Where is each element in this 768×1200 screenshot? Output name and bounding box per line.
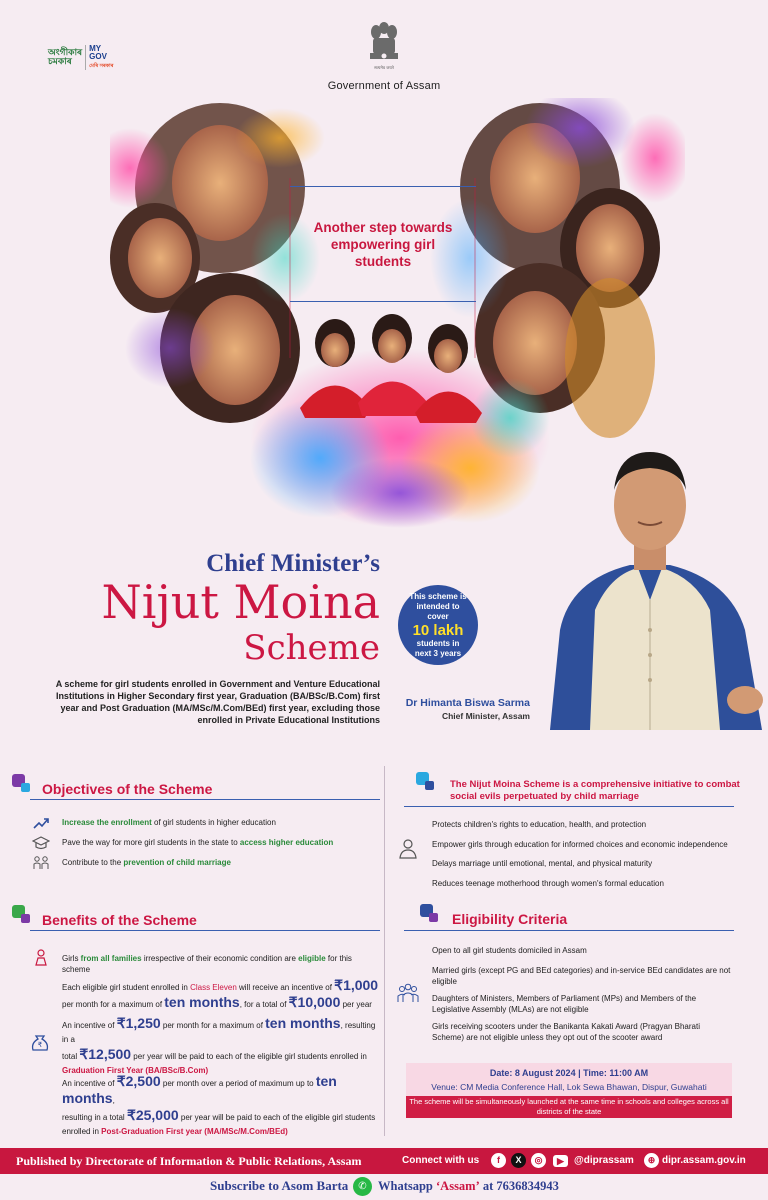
whatsapp-icon[interactable]: ✆ — [353, 1177, 372, 1196]
benefits-section-icon — [12, 905, 32, 925]
initiative-item-4: Reduces teenage motherhood through women's formal education — [432, 879, 664, 888]
money-bag-icon — [28, 1030, 52, 1054]
tagline-text: Another step towards empowering girl students — [313, 219, 453, 269]
title-scheme: Scheme — [243, 628, 380, 668]
youtube-icon[interactable]: ▶ — [553, 1155, 568, 1167]
benefits-underline — [30, 930, 380, 931]
benefit-1-c: irrespective of their economic condition are — [141, 954, 299, 963]
objective-item-3 — [62, 857, 372, 868]
logo-text-1: অংগীকাৰ — [48, 47, 83, 57]
initiative-underline — [404, 806, 734, 807]
benefit-3-d: ten months — [265, 1015, 341, 1031]
subscribe-brand: Asom Barta — [281, 1178, 349, 1193]
benefit-item-4 — [62, 1074, 380, 1139]
benefit-2-c: will receive an incentive of — [236, 983, 335, 992]
eligibility-item-4: Girls receiving scooters under the Banikanta Kakati Award (Pragyan Bharati Scheme) are not eligible unless they opt out of the scooter award — [432, 1022, 700, 1042]
objective-1-highlight: Increase the enrollment — [62, 818, 152, 827]
benefit-4-amount: ₹2,500 — [116, 1073, 161, 1089]
x-twitter-icon[interactable]: X — [511, 1153, 526, 1168]
benefit-3-f: total — [62, 1052, 80, 1061]
graduation-cap-icon — [32, 834, 50, 852]
mygov-text: MY GOV — [89, 43, 107, 61]
initiative-item-3: Delays marriage until emotional, mental, and physical maturity — [432, 859, 653, 868]
ankikar-mygov-logo — [48, 43, 120, 69]
trend-up-icon — [32, 814, 50, 832]
objective-3-highlight: prevention of child marriage — [123, 858, 231, 867]
benefit-2-amount: ₹1,000 — [334, 977, 379, 993]
objectives-section-icon — [12, 774, 32, 794]
benefit-4-d: ten months — [62, 1073, 337, 1106]
benefit-4-h: per year will be paid to each of the eligible girl students — [178, 1113, 376, 1122]
benefit-3-course: Graduation First Year (BA/BSc/B.Com) — [62, 1066, 209, 1075]
title-nijut-moina: Nijut Moina — [101, 575, 380, 629]
benefit-4-a: An incentive of — [62, 1079, 117, 1088]
eligibility-item-1: Open to all girl students domiciled in Assam — [432, 946, 587, 955]
badge-big: 10 lakh — [412, 621, 464, 639]
column-divider — [384, 766, 385, 1136]
benefit-1-b: from all families — [80, 954, 142, 963]
benefit-3-a: An incentive of — [62, 1021, 117, 1030]
emblem-motto: सत्यमेव जयते — [374, 65, 394, 70]
benefit-2-f: ten months — [164, 994, 240, 1010]
benefit-4-e: , — [112, 1096, 115, 1105]
eligibility-item-3: Daughters of Ministers, Members of Parliament (MPs) and Members of the Legislative Assembly (MLAs) are not eligible — [432, 994, 697, 1014]
cm-name: Dr Himanta Biswa Sarma — [405, 697, 530, 709]
published-by: Published by Directorate of Information & Public Relations, Assam — [16, 1154, 362, 1168]
connect-label: Connect with us — [402, 1155, 480, 1166]
benefit-3-c: per month for a maximum of — [160, 1021, 266, 1030]
benefit-4-i: enrolled in — [62, 1127, 102, 1136]
whatsapp-keyword: ‘Assam’ — [436, 1179, 480, 1193]
benefits-heading: Benefits of the Scheme — [42, 912, 197, 928]
whatsapp-text — [378, 1179, 559, 1194]
subscribe-text — [210, 1178, 348, 1194]
benefit-2-total: ₹10,000 — [288, 994, 341, 1010]
benefit-4-course: Post-Graduation First year (MA/MSc/M.Com/BEd) — [101, 1127, 288, 1136]
badge-line1: This scheme is intended to cover — [409, 591, 467, 621]
globe-icon: ⊕ — [644, 1153, 659, 1168]
benefit-2-b: Class Eleven — [190, 983, 237, 992]
event-note: The scheme will be simultaneously launched at the same time in schools and colleges across all districts of the state — [406, 1096, 732, 1118]
benefit-1-e: for this scheme — [62, 954, 352, 974]
benefit-4-c: per month over a period of maximum up to — [160, 1079, 316, 1088]
group-people-icon — [396, 982, 420, 1004]
initiative-item-2: Empower girls through education for informed choices and economic independence — [432, 840, 728, 849]
benefit-item-2 — [62, 978, 380, 1012]
logo-text-2: চমকাৰ — [48, 56, 72, 66]
cm-role: Chief Minister, Assam — [441, 711, 530, 721]
benefit-item-1 — [62, 953, 380, 975]
coverage-badge — [398, 585, 478, 665]
benefit-2-i: per year — [340, 1000, 372, 1009]
benefit-1-d: eligible — [298, 954, 326, 963]
benefit-2-g: , for a total of — [239, 1000, 289, 1009]
eligibility-heading: Eligibility Criteria — [452, 911, 568, 927]
objective-2-text: Pave the way for more girl students in the state to — [62, 838, 240, 847]
objective-2-highlight: access higher education — [239, 838, 334, 847]
social-handle[interactable]: @diprassam — [574, 1155, 634, 1166]
benefit-3-e: , resulting in a — [62, 1021, 376, 1044]
initiative-item-1: Protects children's rights to education, health, and protection — [432, 820, 647, 829]
benefit-1-a: Girls — [62, 954, 81, 963]
objective-item-2 — [62, 837, 372, 848]
benefit-2-e: per month for a maximum of — [62, 1000, 165, 1009]
government-title: Government of Assam — [327, 80, 441, 92]
svg-text:₹: ₹ — [37, 1041, 43, 1049]
girl-student-icon — [32, 948, 50, 966]
website-link[interactable]: dipr.assam.gov.in — [662, 1155, 746, 1166]
objectives-heading: Objectives of the Scheme — [42, 781, 213, 797]
instagram-icon[interactable]: ◎ — [531, 1153, 546, 1168]
benefit-4-f: resulting in a total — [62, 1113, 127, 1122]
eligibility-underline — [404, 930, 734, 931]
eligibility-item-2: Married girls (except PG and BEd categories) and in-service BEd candidates are not eligible — [432, 966, 731, 986]
chief-minister-photo — [530, 430, 768, 730]
benefit-3-h: per year will be paid to each of the eligible girl students enrolled in — [131, 1052, 367, 1061]
event-datetime: Date: 8 August 2024 | Time: 11:00 AM — [489, 1068, 649, 1078]
objective-item-1 — [62, 817, 372, 828]
scheme-description: A scheme for girl students enrolled in Government and Venture Educational Institutions in Higher Secondary first year, Graduation (BA/BSc/B.Com) first year and Post Graduation (MA/MSc/M.Com/BEd) first year, excluding those enrolled in Private Educational Institutions — [55, 679, 380, 725]
initiative-heading: The Nijut Moina Scheme is a comprehensive initiative to combat social evils perpetuated by child marriage — [450, 779, 740, 802]
mygov-subtext: মেৰি সৰকাৰ — [89, 62, 114, 69]
objective-1-text: of girl students in higher education — [151, 818, 276, 827]
national-emblem-icon — [366, 20, 402, 72]
eligibility-section-icon — [420, 904, 440, 924]
objectives-underline — [30, 799, 380, 800]
benefit-4-total: ₹25,000 — [126, 1107, 179, 1123]
initiative-section-icon — [416, 772, 436, 792]
girl-protection-icon — [396, 836, 420, 860]
family-icon — [32, 854, 50, 872]
benefit-item-3 — [62, 1016, 380, 1078]
whatsapp-prefix: Whatsapp — [378, 1179, 437, 1193]
event-venue: Venue: CM Media Conference Hall, Lok Sewa Bhawan, Dispur, Guwahati — [431, 1082, 707, 1092]
subscribe-bar — [0, 1174, 768, 1200]
whatsapp-number[interactable]: at 7636834943 — [479, 1179, 559, 1193]
tagline-box — [290, 186, 476, 302]
objective-3-text: Contribute to the — [62, 858, 124, 867]
title-chief-minister: Chief Minister’s — [206, 550, 380, 577]
footer-bar — [0, 1148, 768, 1174]
badge-line2: students in next 3 years — [414, 638, 462, 658]
benefit-3-amount: ₹1,250 — [116, 1015, 161, 1031]
subscribe-prefix: Subscribe to — [210, 1178, 282, 1193]
benefit-3-total: ₹12,500 — [79, 1046, 132, 1062]
facebook-icon[interactable]: f — [491, 1153, 506, 1168]
benefit-2-a: Each eligible girl student enrolled in — [62, 983, 191, 992]
